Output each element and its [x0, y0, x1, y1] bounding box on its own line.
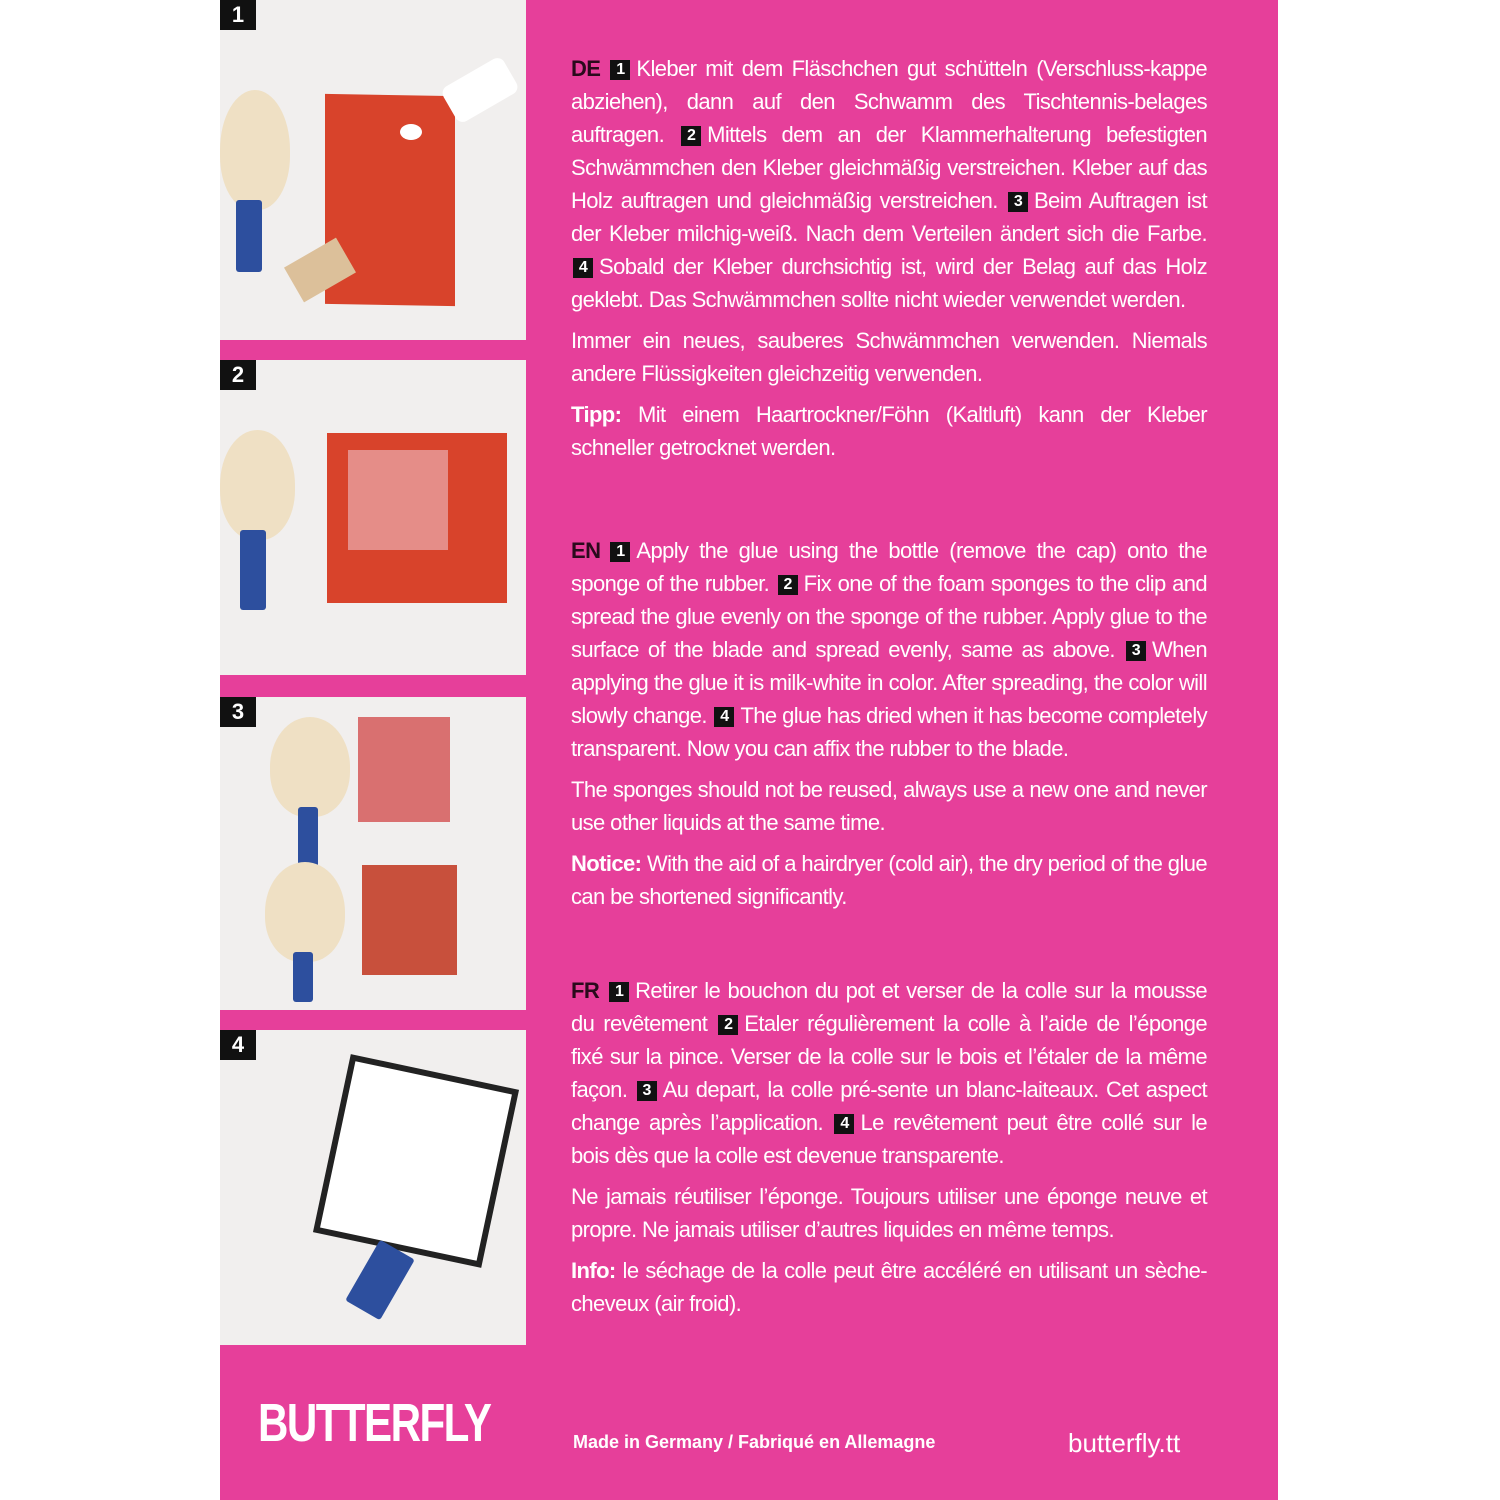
step-badge: 1	[610, 60, 630, 80]
step-badge: 4	[573, 258, 593, 278]
language-code: FR	[571, 978, 600, 1003]
instruction-text: Mittels dem an der Klammerhalterung befestigten Schwämmchen den Kleber gleichmäßig verstreichen. Kleber auf das Holz auftragen und gleichmäßig verstreichen.	[571, 122, 1208, 213]
step-badge: 2	[681, 126, 701, 146]
step-badge: 1	[220, 0, 256, 30]
section-de	[571, 52, 1207, 472]
language-code: DE	[571, 56, 601, 81]
step-badge: 3	[220, 697, 256, 727]
photo-step-1	[220, 0, 526, 340]
made-in-label: Made in Germany / Fabriqué en Allemagne	[573, 1432, 936, 1452]
instruction-text: Beim Auftragen ist der Kleber milchig-weiß. Nach dem Verteilen ändert sich die Farbe.	[571, 188, 1207, 246]
step-badge: 4	[834, 1114, 854, 1134]
instruction-text: Etaler régulièrement la colle à l’aide de l’éponge fixé sur la pince. Verser de la colle sur le bois et l’étaler de la même façon.	[571, 1011, 1207, 1102]
paragraph	[571, 398, 1207, 464]
instruction-text: The glue has dried when it has become completely transparent. Now you can affix the rubber to the blade.	[571, 703, 1208, 761]
tip-label: Info:	[571, 1258, 616, 1283]
instruction-text: le séchage de la colle peut être accéléré en utilisant un sèche-cheveux (air froid).	[571, 1258, 1207, 1316]
step-badge: 3	[1126, 641, 1146, 661]
website-url: butterfly.tt	[1068, 1428, 1181, 1458]
tip-label: Notice:	[571, 851, 642, 876]
instruction-text: The sponges should not be reused, always use a new one and never use other liquids at the same time.	[571, 777, 1207, 835]
step-badge: 3	[637, 1081, 657, 1101]
instruction-text: Le revêtement peut être collé sur le bois dès que la colle est devenue transparente.	[571, 1110, 1208, 1168]
section-en	[571, 534, 1207, 921]
instruction-text: Kleber mit dem Fläschchen gut schütteln (Verschluss-kappe abziehen), dann auf den Schwamm des Tischtennis-belages auftragen.	[571, 56, 1207, 147]
instruction-text: With the aid of a hairdryer (cold air), the dry period of the glue can be shortened significantly.	[571, 851, 1208, 909]
step-badge: 3	[1008, 192, 1028, 212]
step-badge: 2	[778, 575, 798, 595]
instruction-text: Fix one of the foam sponges to the clip and spread the glue evenly on the sponge of the rubber. Apply glue to the surface of the blade and spread evenly, same as above.	[571, 571, 1207, 662]
section-fr	[571, 974, 1207, 1328]
paragraph	[571, 1254, 1207, 1320]
paragraph	[571, 1180, 1207, 1246]
paragraph	[571, 773, 1207, 839]
paragraph	[571, 534, 1207, 765]
instruction-text: Immer ein neues, sauberes Schwämmchen verwenden. Niemals andere Flüssigkeiten gleichzeitig verwenden.	[571, 328, 1207, 386]
instruction-text: When applying the glue it is milk-white in color. After spreading, the color will slowly change.	[571, 637, 1208, 728]
instruction-text: Au depart, la colle pré-sente un blanc-laiteaux. Cet aspect change après l’application.	[571, 1077, 1207, 1135]
instruction-text: Retirer le bouchon du pot et verser de la colle sur la mousse du revêtement	[571, 978, 1207, 1036]
brand-logo: BUTTERFLY	[258, 1393, 491, 1453]
step-badge: 4	[220, 1030, 256, 1060]
photo-step-4	[220, 1030, 526, 1345]
step-badge: 1	[610, 542, 630, 562]
paragraph	[571, 324, 1207, 390]
instruction-text: Sobald der Kleber durchsichtig ist, wird der Belag auf das Holz geklebt. Das Schwämmchen sollte nicht wieder verwendet werden.	[571, 254, 1207, 312]
step-badge: 2	[220, 360, 256, 390]
photo-step-3	[220, 697, 526, 1010]
language-code: EN	[571, 538, 601, 563]
instruction-text: Mit einem Haartrockner/Föhn (Kaltluft) kann der Kleber schneller getrocknet werden.	[571, 402, 1207, 460]
step-badge: 2	[718, 1015, 738, 1035]
tip-label: Tipp:	[571, 402, 622, 427]
paragraph	[571, 974, 1207, 1172]
paragraph	[571, 847, 1207, 913]
instruction-text: Apply the glue using the bottle (remove the cap) onto the sponge of the rubber.	[571, 538, 1207, 596]
paragraph	[571, 52, 1207, 316]
photo-step-2	[220, 360, 526, 675]
step-badge: 1	[609, 982, 629, 1002]
instruction-text: Ne jamais réutiliser l’éponge. Toujours utiliser une éponge neuve et propre. Ne jamais utiliser d’autres liquides en même temps.	[571, 1184, 1207, 1242]
step-badge: 4	[714, 707, 734, 727]
